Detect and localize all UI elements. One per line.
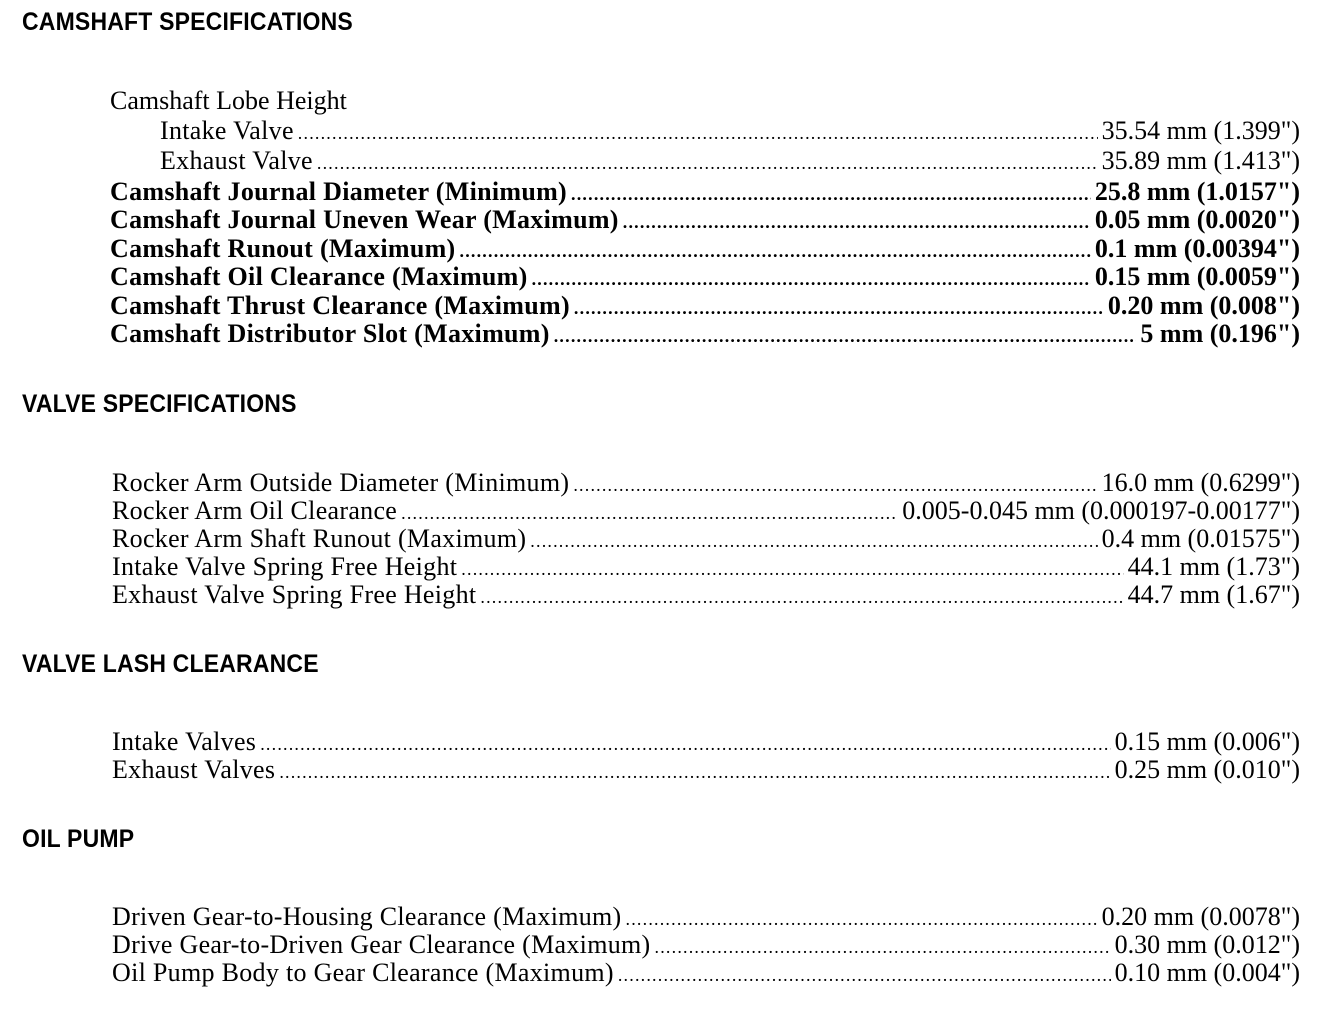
spec-label: Camshaft Runout (Maximum) (110, 234, 456, 263)
spec-label: Rocker Arm Shaft Runout (Maximum) (112, 524, 527, 553)
spec-value: 25.8 mm (1.0157") (1094, 177, 1300, 206)
spec-row-driven-gear-to-housing-clearance (112, 903, 1300, 931)
spec-row-oil-pump-body-to-gear-clearance (112, 959, 1300, 987)
spec-label: Camshaft Thrust Clearance (Maximum) (110, 291, 570, 320)
spec-value: 0.20 mm (0.008") (1107, 291, 1300, 320)
dot-leader (532, 265, 1091, 293)
spec-value: 35.89 mm (1.413") (1101, 146, 1300, 175)
spec-row-intake-valve-spring-free-height (112, 553, 1300, 581)
dot-leader (317, 149, 1098, 177)
spec-value: 0.005-0.045 mm (0.000197-0.00177") (902, 496, 1300, 525)
dot-leader (573, 471, 1097, 499)
spec-label: Camshaft Journal Uneven Wear (Maximum) (110, 205, 619, 234)
spec-label: Camshaft Distributor Slot (Maximum) (110, 319, 550, 348)
spec-row-rocker-arm-outside-diameter (112, 469, 1300, 497)
spec-row-camshaft-distributor-slot (110, 320, 1300, 348)
spec-row-intake-valves-lash (112, 728, 1300, 756)
spec-value: 5 mm (0.196") (1140, 319, 1300, 348)
spec-value: 0.15 mm (0.006") (1114, 727, 1300, 756)
spec-value: 0.05 mm (0.0020") (1094, 205, 1300, 234)
section-heading-oil-pump: OIL PUMP (22, 825, 135, 853)
spec-value: 0.4 mm (0.01575") (1101, 524, 1300, 553)
spec-label: Rocker Arm Outside Diameter (Minimum) (112, 468, 570, 497)
spec-row-camshaft-runout (110, 235, 1300, 263)
dot-leader (623, 208, 1091, 236)
spec-row-drive-gear-to-driven-gear-clearance (112, 931, 1300, 959)
spec-row-exhaust-valves-lash (112, 756, 1300, 784)
section-heading-valve-specifications: VALVE SPECIFICATIONS (22, 390, 297, 418)
spec-row-rocker-arm-oil-clearance (112, 497, 1300, 525)
spec-label: Intake Valves (112, 727, 257, 756)
spec-value: 0.20 mm (0.0078") (1101, 902, 1300, 931)
dot-leader (401, 499, 898, 527)
spec-value: 0.15 mm (0.0059") (1094, 262, 1300, 291)
dot-leader (618, 961, 1111, 989)
dot-leader (460, 237, 1091, 265)
spec-row-exhaust-valve-lobe-height (160, 147, 1300, 175)
spec-label: Camshaft Journal Diameter (Minimum) (110, 177, 568, 206)
group-label-camshaft-lobe-height: Camshaft Lobe Height (110, 86, 347, 115)
dot-leader (298, 119, 1098, 147)
dot-leader (530, 527, 1097, 555)
dot-leader (461, 555, 1123, 583)
dot-leader (260, 730, 1110, 758)
spec-row-camshaft-journal-diameter (110, 178, 1300, 206)
dot-leader (480, 583, 1123, 611)
section-heading-camshaft-specifications: CAMSHAFT SPECIFICATIONS (22, 8, 353, 36)
dot-leader (279, 758, 1110, 786)
spec-row-exhaust-valve-spring-free-height (112, 581, 1300, 609)
spec-label: Rocker Arm Oil Clearance (112, 496, 398, 525)
spec-row-camshaft-oil-clearance (110, 263, 1300, 291)
spec-row-camshaft-journal-uneven-wear (110, 206, 1300, 234)
section-heading-valve-lash-clearance: VALVE LASH CLEARANCE (22, 650, 319, 678)
spec-label: Exhaust Valve Spring Free Height (112, 580, 477, 609)
spec-value: 35.54 mm (1.399") (1101, 116, 1300, 145)
spec-value: 0.30 mm (0.012") (1114, 930, 1300, 959)
spec-value: 44.1 mm (1.73") (1127, 552, 1300, 581)
spec-value: 0.25 mm (0.010") (1114, 755, 1300, 784)
dot-leader (571, 180, 1091, 208)
spec-value: 0.1 mm (0.00394") (1094, 234, 1300, 263)
dot-leader (626, 905, 1098, 933)
spec-row-rocker-arm-shaft-runout (112, 525, 1300, 553)
spec-value: 16.0 mm (0.6299") (1101, 468, 1300, 497)
dot-leader (574, 294, 1104, 322)
dot-leader (554, 322, 1137, 350)
spec-label: Drive Gear-to-Driven Gear Clearance (Maximum) (112, 930, 651, 959)
spec-label: Driven Gear-to-Housing Clearance (Maximum) (112, 902, 622, 931)
spec-value: 44.7 mm (1.67") (1127, 580, 1300, 609)
spec-label: Exhaust Valves (112, 755, 276, 784)
spec-label: Camshaft Oil Clearance (Maximum) (110, 262, 528, 291)
dot-leader (655, 933, 1111, 961)
spec-label: Oil Pump Body to Gear Clearance (Maximum) (112, 958, 614, 987)
spec-row-intake-valve-lobe-height (160, 117, 1300, 145)
spec-label: Intake Valve Spring Free Height (112, 552, 458, 581)
spec-label: Exhaust Valve (160, 146, 313, 175)
spec-label: Intake Valve (160, 116, 294, 145)
spec-value: 0.10 mm (0.004") (1114, 958, 1300, 987)
spec-row-camshaft-thrust-clearance (110, 292, 1300, 320)
